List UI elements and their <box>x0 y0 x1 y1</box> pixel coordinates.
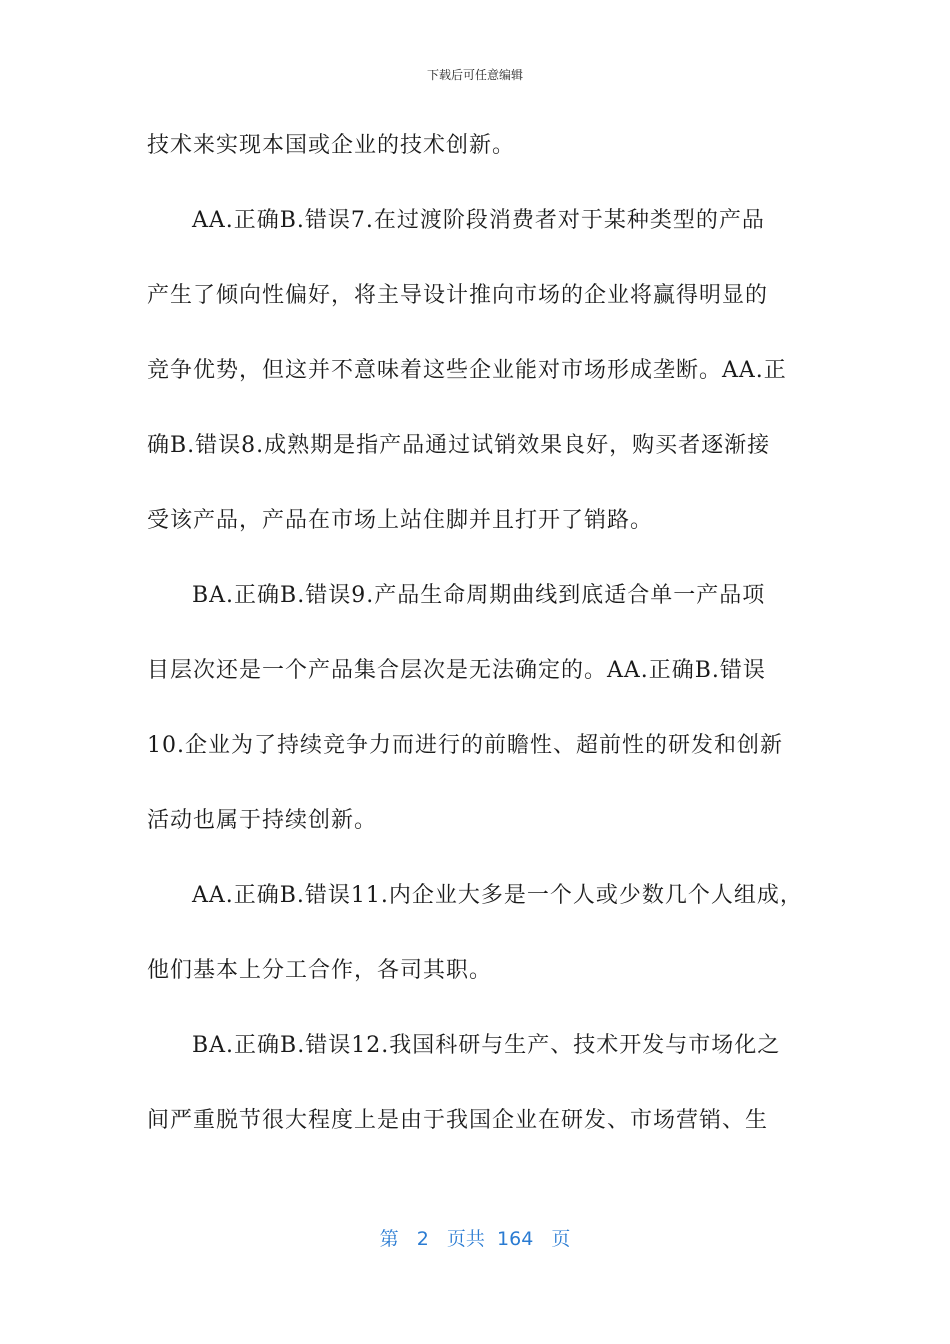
footer-suffix: 页 <box>551 1228 571 1250</box>
body-line: 受该产品，产品在市场上站住脚并且打开了销路。 <box>147 508 654 533</box>
body-line: 目层次还是一个产品集合层次是无法确定的。AA.正确B.错误 <box>147 658 766 683</box>
body-line: 他们基本上分工合作，各司其职。 <box>147 958 493 983</box>
body-line: 技术来实现本国或企业的技术创新。 <box>147 133 516 158</box>
footer-page-number: 2 <box>416 1228 429 1250</box>
page-footer <box>0 1224 950 1251</box>
body-line: 活动也属于持续创新。 <box>147 808 378 833</box>
body-line: 竞争优势，但这并不意味着这些企业能对市场形成垄断。AA.正 <box>147 358 787 383</box>
footer-middle: 页共 <box>446 1228 485 1250</box>
body-line: AA.正确B.错误7.在过渡阶段消费者对于某种类型的产品 <box>192 208 765 233</box>
footer-prefix: 第 <box>379 1228 399 1250</box>
body-line: BA.正确B.错误9.产品生命周期曲线到底适合单一产品项 <box>192 583 766 608</box>
body-line: 产生了倾向性偏好，将主导设计推向市场的企业将赢得明显的 <box>147 283 769 308</box>
footer-total-pages: 164 <box>497 1228 534 1250</box>
body-line: AA.正确B.错误11.内企业大多是一个人或少数几个人组成， <box>192 883 803 908</box>
page-header: 下载后可任意编辑 <box>426 68 523 82</box>
body-line: 间严重脱节很大程度上是由于我国企业在研发、市场营销、生 <box>147 1108 769 1133</box>
body-line: 10.企业为了持续竞争力而进行的前瞻性、超前性的研发和创新 <box>147 733 783 758</box>
document-body <box>147 122 807 1172</box>
body-line: BA.正确B.错误12.我国科研与生产、技术开发与市场化之 <box>192 1033 781 1058</box>
body-line: 确B.错误8.成熟期是指产品通过试销效果良好，购买者逐渐接 <box>147 433 771 458</box>
